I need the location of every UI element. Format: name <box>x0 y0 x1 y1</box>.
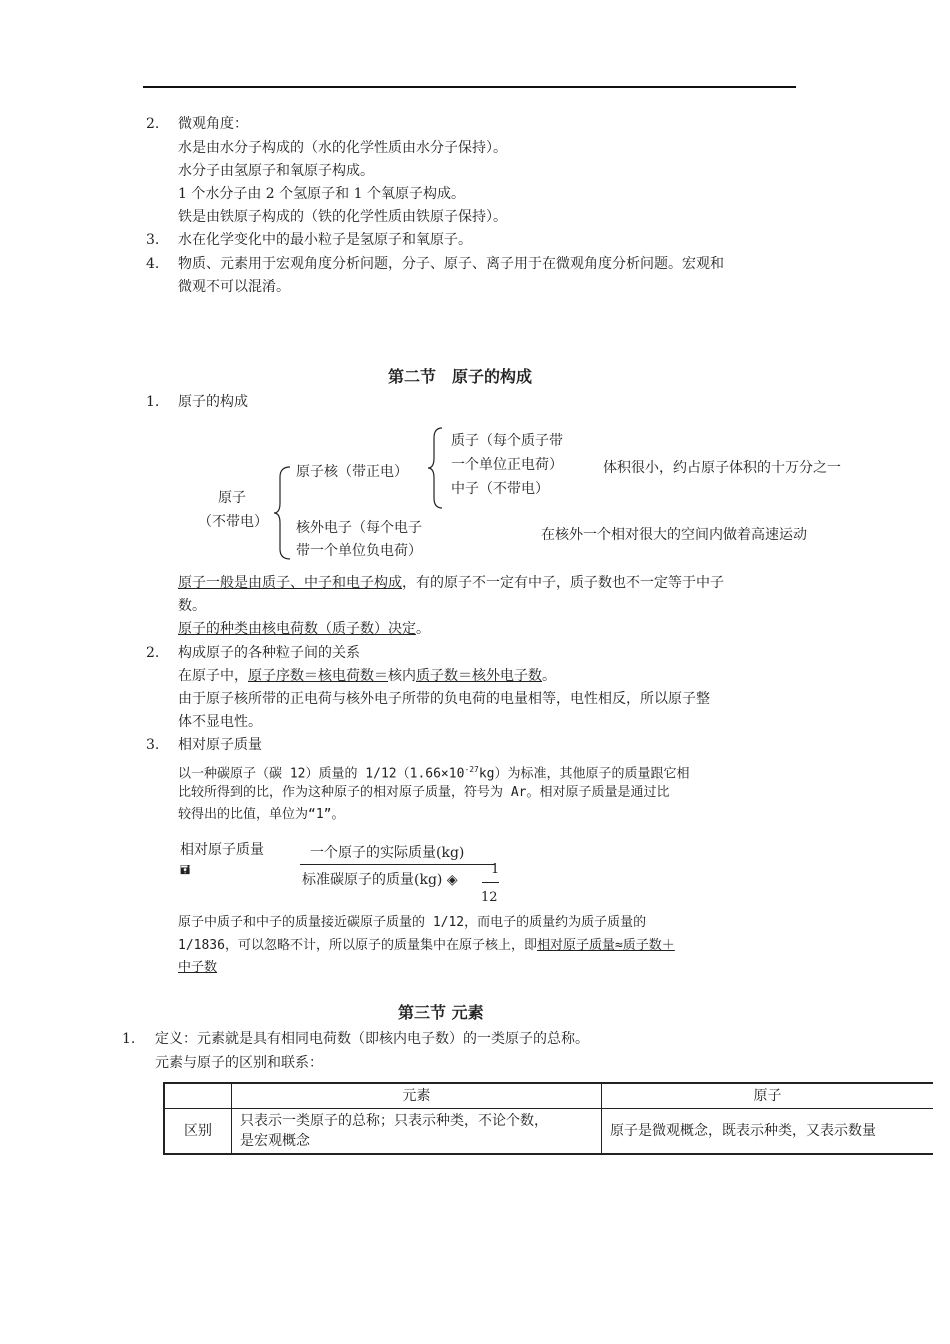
table-header-cell <box>164 1083 232 1109</box>
header-rule <box>143 86 796 88</box>
underlined-text: 中子数 <box>178 960 218 975</box>
small-fraction-bar <box>482 882 499 883</box>
text: 。 <box>542 668 556 684</box>
text: 1/1836，可以忽略不计，所以原子的质量集中在原子核上，即 <box>178 938 537 953</box>
item-number: 1. <box>122 1031 136 1047</box>
diagram-proton: 质子（每个质子带 <box>451 433 563 449</box>
table-cell: 原子是微观概念，既表示种类，又表示数量 <box>602 1109 934 1155</box>
item-number: 1. <box>146 394 160 410</box>
note-line <box>178 619 430 639</box>
superscript: -27 <box>464 765 479 774</box>
text-line: 水分子由氢原子和氧原子构成。 <box>178 163 374 179</box>
text-line: 1 个水分子由 2 个氢原子和 1 个氧原子构成。 <box>178 186 465 202</box>
mono-line: 原子中质子和中子的质量接近碳原子质量的 1/12，而电子的质量约为质子质量的 <box>178 915 647 930</box>
inner-brace-icon <box>426 426 444 510</box>
formula-label: 相对原子质量 <box>180 842 264 858</box>
diagram-atom: 原子 <box>218 490 246 506</box>
item-number: 3. <box>146 232 160 248</box>
section-title: 第三节 元素 <box>398 1003 484 1022</box>
diagram-electron-note: 在核外一个相对很大的空间内做着高速运动 <box>541 527 807 543</box>
item-title: 构成原子的各种粒子间的关系 <box>178 645 360 661</box>
text-line: 微观不可以混淆。 <box>178 279 290 295</box>
fraction-bar <box>300 864 495 865</box>
small-denominator: 12 <box>481 890 498 905</box>
outer-brace-icon <box>272 465 292 561</box>
table-header-cell: 原子 <box>602 1083 934 1109</box>
text-line: 水是由水分子构成的（水的化学性质由水分子保持）。 <box>178 140 507 156</box>
text: 在原子中， <box>178 668 248 684</box>
formula-numerator: 一个原子的实际质量(kg) <box>310 845 465 861</box>
item-number: 3. <box>146 737 160 753</box>
formula-denominator: 标准碳原子的质量(kg) ◈ <box>302 872 458 888</box>
item-number: 4. <box>146 256 160 272</box>
underlined-text: 原子一般是由质子、中子和电子构成 <box>178 575 402 591</box>
mono-line <box>178 936 675 956</box>
text-line: 元素与原子的区别和联系： <box>155 1055 323 1071</box>
table-cell <box>232 1109 602 1155</box>
table-row-label: 区别 <box>164 1109 232 1155</box>
diagram-electron: 核外电子（每个电子 <box>296 520 422 536</box>
section-title: 第二节 原子的构成 <box>388 367 533 386</box>
underlined-text: 相对原子质量≈质子数＋ <box>536 938 675 953</box>
diagram-atom-note: （不带电） <box>198 514 268 530</box>
text-line: 铁是由铁原子构成的（铁的化学性质由铁原子保持）。 <box>178 209 507 225</box>
item-title: 原子的构成 <box>178 394 248 410</box>
text-line: 物质、元素用于宏观角度分析问题，分子、原子、离子用于在微观角度分析问题。宏观和 <box>178 256 724 272</box>
item-number: 2. <box>146 116 160 132</box>
underlined-text: 原子的种类由核电荷数（质子数）决定 <box>178 621 416 637</box>
text-line: 体不显电性。 <box>178 714 262 730</box>
text-line: 水在化学变化中的最小粒子是氢原子和氧原子。 <box>178 232 472 248</box>
mono-line: 较得出的比值，单位为“1”。 <box>178 807 345 822</box>
equals-glyph: 🖬 <box>180 863 191 877</box>
cell-line: 是宏观概念 <box>240 1133 310 1149</box>
text: 。 <box>416 621 430 637</box>
table-header-cell: 元素 <box>232 1083 602 1109</box>
item-number: 2. <box>146 645 160 661</box>
note-line <box>178 573 724 593</box>
text-line: 定义：元素就是具有相同电荷数（即核内电子数）的一类原子的总称。 <box>155 1031 589 1047</box>
diagram-nucleus: 原子核（带正电） <box>296 464 408 480</box>
text: kg）为标准，其他原子的质量跟它相 <box>478 766 690 782</box>
underlined-text: 质子数＝核外电子数 <box>416 668 542 684</box>
diagram-nucleus-note: 体积很小，约占原子体积的十万分之一 <box>603 460 841 476</box>
relation-line <box>178 666 556 686</box>
table-row <box>164 1109 933 1155</box>
text: 核内 <box>388 668 416 684</box>
diagram-electron: 带一个单位负电荷） <box>296 543 422 559</box>
underlined-text: 原子序数＝核电荷数＝ <box>248 668 388 684</box>
text-line: 由于原子核所带的正电荷与核外电子所带的负电荷的电量相等，电性相反，所以原子整 <box>178 691 710 707</box>
mono-line: 比较所得到的比，作为这种原子的相对原子质量，符号为 Ar。相对原子质量是通过比 <box>178 785 670 800</box>
diagram-neutron: 中子（不带电） <box>451 481 549 497</box>
text: ，有的原子不一定有中子，质子数也不一定等于中子 <box>402 575 724 591</box>
table-header-row <box>164 1083 933 1109</box>
comparison-table <box>163 1082 933 1155</box>
mono-line <box>178 760 690 784</box>
note-line: 数。 <box>178 598 206 614</box>
cell-line: 只表示一类原子的总称；只表示种类，不论个数， <box>240 1113 548 1129</box>
item-title: 微观角度： <box>178 116 248 132</box>
text: 以一种碳原子（碳 12）质量的 1/12（1.66×10 <box>178 766 465 782</box>
item-title: 相对原子质量 <box>178 737 262 753</box>
diagram-proton: 一个单位正电荷） <box>451 457 563 473</box>
small-numerator: 1 <box>491 862 500 877</box>
